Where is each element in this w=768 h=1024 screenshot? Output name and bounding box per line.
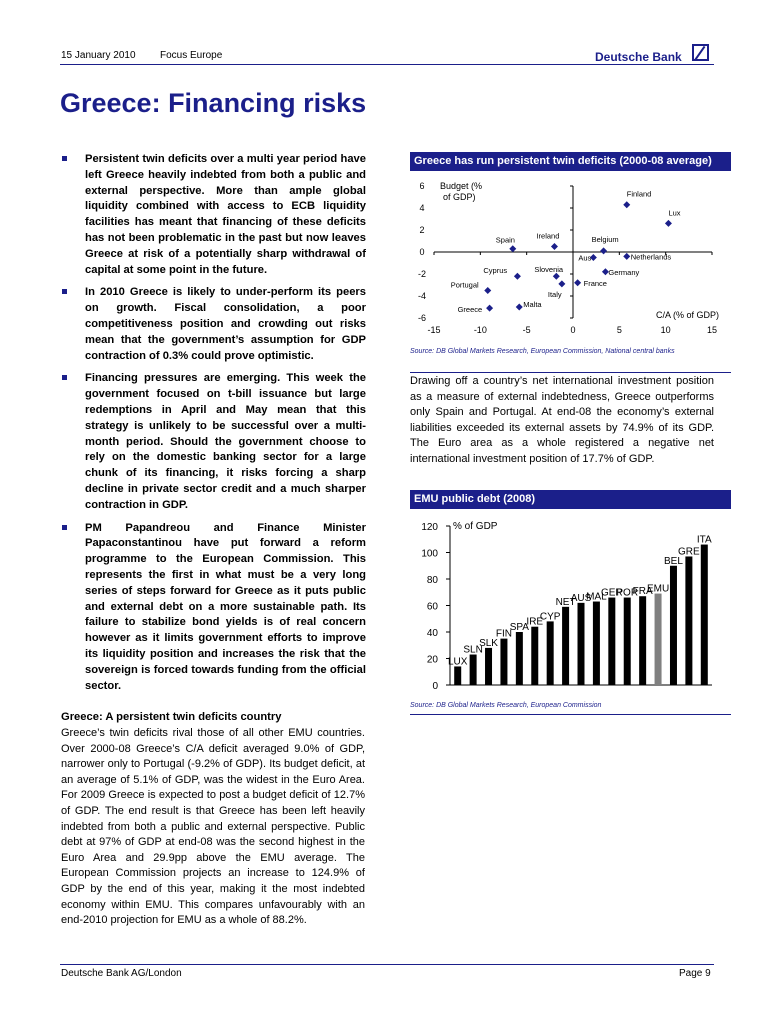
scatter-x-tick-label: 5 [616,325,622,335]
scatter-y-tick-label: -2 [417,269,427,279]
scatter-y-axis-title-line2: of GDP) [443,192,476,202]
scatter-y-tick-label: 0 [419,247,425,257]
bar [547,621,554,685]
bar [670,566,677,685]
bar [516,632,523,685]
bar [655,594,662,685]
bullet-text: Persistent twin deficits over a multi year period have left Greece heavily indebted from both a public and external perspective. More than ample global liquidity combined with access to ECB liquidity facilities has meant that financing of these deficits has not been problematic in the past but now leaves Greece at risk of a potentially sharp withdrawal of capital at some point in the future. [85,153,366,276]
bar-source: Source: DB Global Markets Research, European Commission [410,702,602,709]
footer-entity: Deutsche Bank AG/London [61,968,182,979]
scatter-y-tick-label: 6 [419,181,425,191]
scatter-point-label: Netherlands [630,252,672,262]
bar-chart-header: EMU public debt (2008) [410,490,731,509]
bar [624,598,631,685]
header-rule [60,64,714,65]
scatter-point [623,253,630,260]
scatter-point-label: Greece [457,305,483,315]
bar-category-label: SLK [479,637,498,649]
bar-box-rule [410,714,731,715]
scatter-box-rule [410,372,731,373]
scatter-y-tick-label: 2 [419,225,425,235]
bar-y-tick-label: 120 [421,522,438,533]
bullet-item [61,371,366,513]
bullet-text: In 2010 Greece is likely to under-perform its peers on growth. Fiscal consolidation, a poor competitiveness position and crowding out risks mean that the government’s assumption for GDP contraction of 0.3% could prove optimistic. [85,286,366,362]
scatter-x-tick-label: -5 [522,325,531,335]
bar [562,607,569,685]
bullet-item [61,152,366,278]
scatter-y-tick-label: -6 [417,313,427,323]
bar [500,639,507,685]
scatter-x-tick-label: 15 [706,325,718,335]
bar [701,545,708,685]
bar [639,596,646,685]
scatter-source: Source: DB Global Markets Research, European Commission, National central banks [410,348,675,355]
bar [531,627,538,685]
report-date: 15 January 2010 [61,50,136,61]
bar-y-tick-label: 40 [426,628,438,639]
bar-y-tick-label: 80 [426,575,438,586]
bar-category-label: GER [600,587,623,599]
bar [454,666,461,685]
scatter-point [558,280,565,287]
bar-category-label: BEL [664,555,683,567]
scatter-x-tick-label: 10 [660,325,671,335]
bar [608,598,615,685]
scatter-y-tick-label: 4 [419,203,425,213]
scatter-point-label: Slovenia [534,265,564,275]
bullet-text: Financing pressures are emerging. This week the government focused on t-bill issuance but large redemptions in April and May mean that this strategy is unlikely to be successful over a multi-month period. Should the government choose to rely on the domestic banking sector for a large chunk of its financing, it risks forcing a sharp decline in private sector credit and a much sharper contraction in GDP. [85,372,366,511]
scatter-point-label: Italy [547,289,562,299]
deutsche-bank-logo-icon [692,44,709,61]
publication-name: Focus Europe [160,50,223,61]
bar-category-label: EMU [646,583,670,595]
scatter-point [600,247,607,254]
scatter-point [509,245,516,252]
bar-category-label: AUS [570,592,592,604]
footer-rule [60,964,714,965]
scatter-point [516,304,523,311]
niip-paragraph: Drawing off a country’s net international investment position as a measure of external indebtedness, Greece outperforms only Spain and Portugal. At end-08 the economy’s external liabilities exceeded its external assets by 74.9% of its GDP. The Euro area as a whole registered a negative net international investment position of 17.7% of GDP. [410,375,714,465]
bar-y-tick-label: 100 [421,548,438,560]
bullet-square-icon [62,375,67,380]
bar-category-label: POR [616,587,639,599]
scatter-x-tick-label: -10 [473,325,487,335]
bar-category-label: GRE [678,546,700,558]
page-title: Greece: Financing risks [60,88,367,118]
page-number: Page 9 [679,968,711,979]
scatter-point-label: Aus [578,253,592,263]
bar-category-label: CYP [539,611,561,623]
bar-category-label: SPA [509,622,529,633]
scatter-point [486,305,493,312]
section-heading: Greece: A persistent twin deficits country [61,711,282,723]
scatter-point-label: Finland [626,189,652,199]
key-points-list [61,152,366,701]
bar [470,655,477,685]
bar-category-label: FIN [495,628,512,640]
scatter-point-label: Belgium [591,234,619,244]
bar-category-label: FRA [632,586,653,598]
scatter-point-label: Ireland [536,231,560,241]
bar [593,602,600,685]
scatter-point [551,243,558,250]
scatter-point-label: Cyprus [483,266,508,276]
bar-category-label: MAL [586,591,607,603]
scatter-x-axis-title: C/A (% of GDP) [655,310,719,320]
scatter-point-label: Germany [608,267,640,277]
bar-category-label: ITA [696,534,712,546]
bar [578,603,585,685]
scatter-y-tick-label: -4 [417,291,427,301]
brand-name: Deutsche Bank [595,50,682,64]
bullet-square-icon [62,156,67,161]
scatter-chart-header: Greece has run persistent twin deficits (2000-08 average) [410,152,731,171]
bar-category-label: IRE [526,616,544,628]
scatter-point [665,220,672,227]
scatter-point-label: Malta [523,300,542,309]
bullet-square-icon [62,525,67,530]
scatter-point [514,273,521,280]
bullet-item [61,521,366,695]
emu-public-debt-bar-chart [410,513,731,698]
scatter-y-axis-title: Budget (% [440,181,483,191]
scatter-point-label: Portugal [450,280,479,290]
bar [685,556,692,685]
scatter-point [574,279,581,286]
bar-y-axis-title: % of GDP [453,521,498,532]
bar-category-label: SLN [463,644,483,656]
bar-y-tick-label: 20 [426,654,438,666]
scatter-x-tick-label: 0 [570,325,576,335]
twin-deficits-scatter-chart [410,178,731,338]
bullet-square-icon [62,289,67,294]
bar-y-tick-label: 60 [426,601,438,613]
bar-category-label: NET [555,596,576,608]
scatter-point-label: France [583,278,607,288]
scatter-point-label: Lux [668,208,681,218]
scatter-point-label: Spain [495,235,515,245]
bar-category-label: LUX [447,656,468,668]
bar-y-tick-label: 0 [432,681,438,692]
scatter-point [623,201,630,208]
section-body: Greece’s twin deficits rival those of all other EMU countries. Over 2000-08 Greece’s C/A deficit averaged 9.0% of GDP, narrower only to Portugal (-9.2% of GDP). Its budget deficit, at an average of 5.1% of GDP, was the widest in the Euro Area. For 2009 Greece is expected to post a budget deficit of 12.7% of GDP. The end result is that Greece has been left heavily indebted from both a public and external perspective. Public debt at 97% of GDP at end-08 was the second highest in the Euro Area and 29.9pp above the EMU average. The European Commission projects an increase to 124.9% of GDP by the end of this year, making it the most indebted economy within EMU. This compares unfavourably with an end-2010 projection for EMU as a whole of 88.2%. [61,727,365,927]
scatter-x-tick-label: -15 [427,325,441,335]
scatter-point [484,287,491,294]
bullet-text: PM Papandreou and Finance Minister Papaconstantinou have put forward a reform programme to the European Commission. This represents the first in what must be a very long series of steps forward for Greece as it puts public and external debt on a more sustainable path. Its failure to stabilize bond yields is of real concern however as it limits government efforts to improve its liquidity position and increases the risk that the sovereign is forced towards funding from the official sector. [85,521,366,692]
bullet-item [61,285,366,364]
bar [485,648,492,685]
